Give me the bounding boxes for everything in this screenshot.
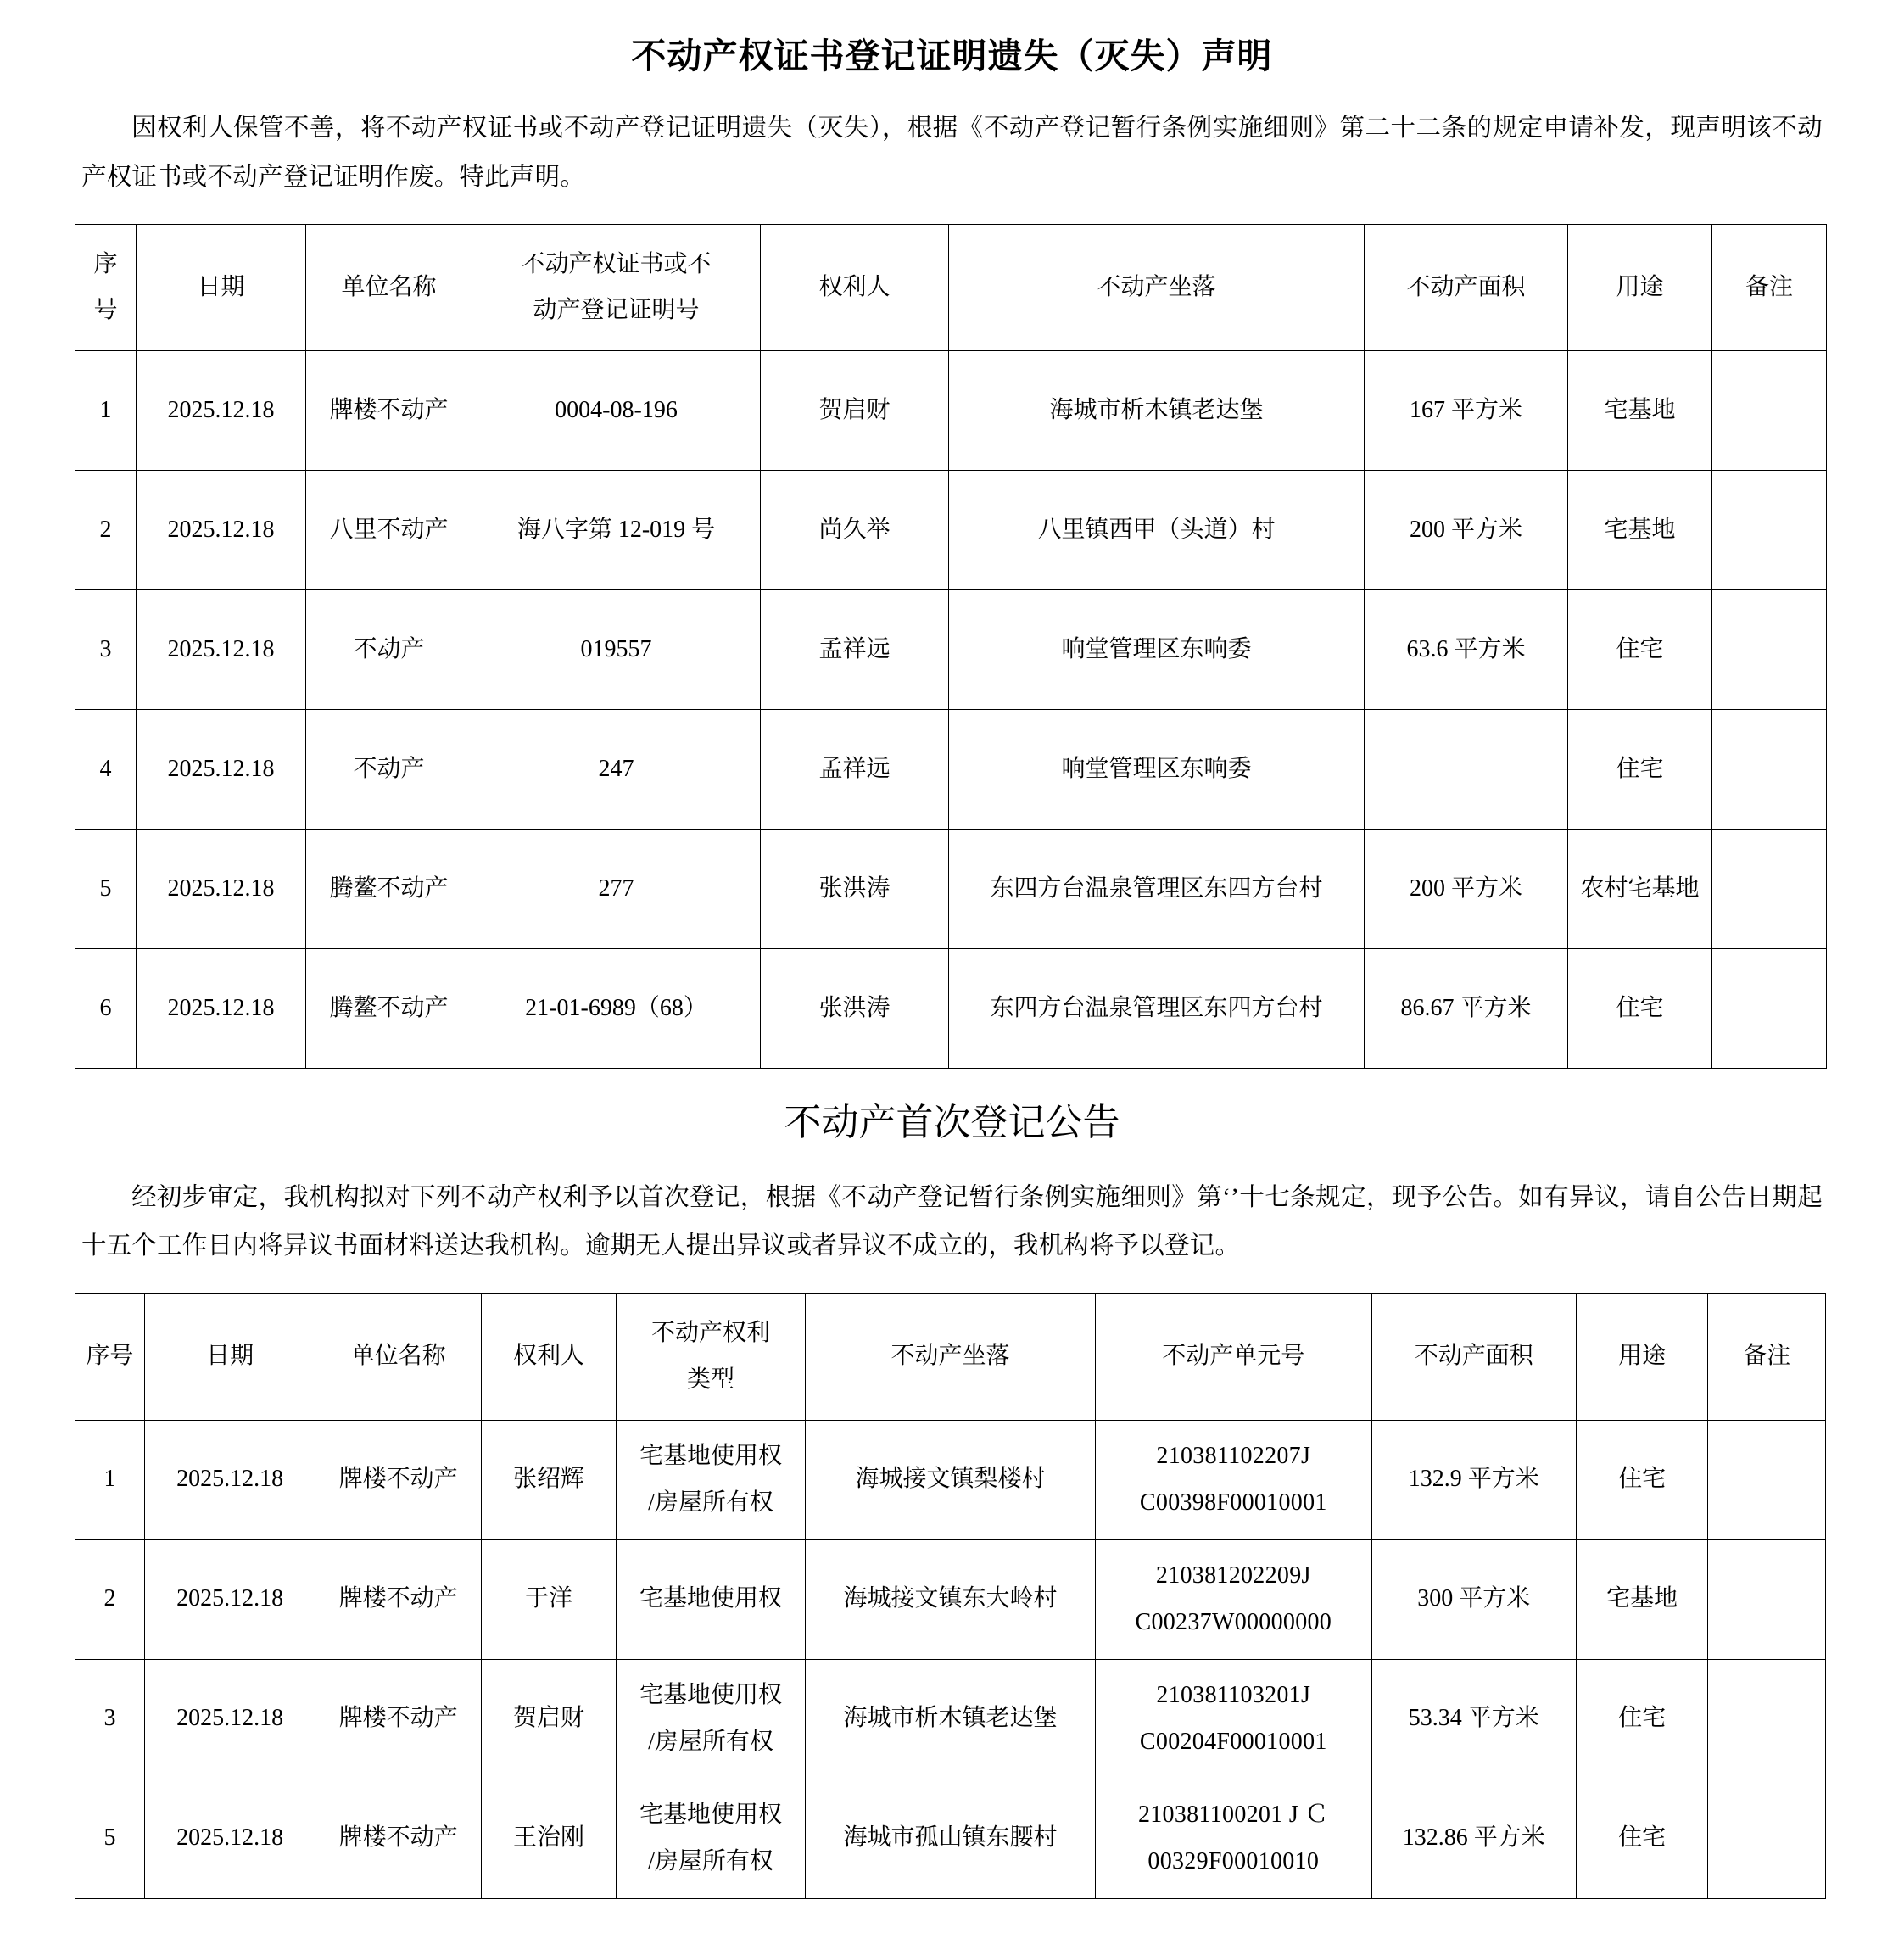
table-row <box>75 1420 1826 1539</box>
cell-area: 200 平方米 <box>1365 830 1568 949</box>
cell-date: 2025.12.18 <box>137 830 306 949</box>
cell-owner: 张洪涛 <box>761 949 949 1069</box>
cell-use: 宅基地 <box>1568 471 1712 590</box>
column-header-unit: 单位名称 <box>315 1293 481 1420</box>
cell-seq: 4 <box>75 710 137 830</box>
column-header-location: 不动产坐落 <box>949 225 1365 351</box>
cell-seq: 5 <box>75 1779 145 1898</box>
cell-area <box>1365 710 1568 830</box>
cell-location: 响堂管理区东响委 <box>949 590 1365 710</box>
cell-unit: 牌楼不动产 <box>315 1659 481 1779</box>
cell-remark <box>1712 949 1827 1069</box>
table-row <box>75 1779 1826 1898</box>
cell-unit: 牌楼不动产 <box>315 1420 481 1539</box>
cell-location: 响堂管理区东响委 <box>949 710 1365 830</box>
cell-right-type-line2: /房屋所有权 <box>648 1847 773 1874</box>
cell-date: 2025.12.18 <box>144 1659 315 1779</box>
cell-date: 2025.12.18 <box>137 949 306 1069</box>
cell-remark <box>1708 1659 1826 1779</box>
column-header-owner: 权利人 <box>481 1293 617 1420</box>
cell-unit-no-line2: C00398F00010001 <box>1139 1489 1327 1516</box>
column-header-right-type-line1: 不动产权利 <box>651 1320 771 1347</box>
cell-unit-no <box>1096 1420 1371 1539</box>
cell-unit-no-line1: 210381102207J <box>1156 1443 1311 1470</box>
first-registration-table <box>75 1293 1826 1899</box>
cell-date: 2025.12.18 <box>137 590 306 710</box>
cell-unit-no-line1: 210381103201J <box>1156 1682 1311 1709</box>
cell-owner: 尚久举 <box>761 471 949 590</box>
column-header-seq: 序号 <box>75 1293 145 1420</box>
cell-unit-no <box>1096 1539 1371 1659</box>
cell-unit: 牌楼不动产 <box>315 1779 481 1898</box>
cell-cert-no: 21-01-6989（68） <box>472 949 761 1069</box>
cell-right-type <box>617 1659 806 1779</box>
cell-date: 2025.12.18 <box>144 1779 315 1898</box>
cell-right-type <box>617 1779 806 1898</box>
cell-cert-no: 277 <box>472 830 761 949</box>
cell-use: 住宅 <box>1568 949 1712 1069</box>
cell-unit: 不动产 <box>306 710 472 830</box>
column-header-seq-line1: 序 <box>93 250 118 277</box>
cell-unit: 不动产 <box>306 590 472 710</box>
column-header-area: 不动产面积 <box>1365 225 1568 351</box>
cell-unit-no-line2: C00204F00010001 <box>1139 1728 1327 1755</box>
cell-area: 132.86 平方米 <box>1371 1779 1576 1898</box>
cell-unit: 八里不动产 <box>306 471 472 590</box>
cell-use: 农村宅基地 <box>1568 830 1712 949</box>
cell-right-type <box>617 1420 806 1539</box>
column-header-cert-no-line1: 不动产权证书或不 <box>521 250 712 277</box>
cell-remark <box>1708 1779 1826 1898</box>
column-header-date: 日期 <box>144 1293 315 1420</box>
cell-use: 住宅 <box>1576 1420 1707 1539</box>
cell-unit-no-line2: C00237W00000000 <box>1135 1608 1332 1635</box>
cell-seq: 1 <box>75 351 137 471</box>
cell-date: 2025.12.18 <box>137 351 306 471</box>
cell-location: 海城市析木镇老达堡 <box>949 351 1365 471</box>
cell-right-type-line1: 宅基地使用权 <box>639 1802 783 1829</box>
cell-area: 86.67 平方米 <box>1365 949 1568 1069</box>
table-row <box>75 590 1827 710</box>
cell-right-type-line2: /房屋所有权 <box>648 1489 773 1516</box>
table-header-row <box>75 1293 1826 1420</box>
cell-remark <box>1712 590 1827 710</box>
cell-location: 海城接文镇东大岭村 <box>805 1539 1095 1659</box>
cell-location: 海城市孤山镇东腰村 <box>805 1779 1095 1898</box>
cell-seq: 6 <box>75 949 137 1069</box>
column-header-cert-no-line2: 动产登记证明号 <box>533 297 700 324</box>
cell-seq: 5 <box>75 830 137 949</box>
announcement-paragraph: 经初步审定，我机构拟对下列不动产权利予以首次登记，根据《不动产登记暂行条例实施细则》第‘’十七条规定，现予公告。如有异议，请自公告日期起十五个工作日内将异议书面材料送达我机构。逾期无人提出异议或者异议不成立的，我机构将予以登记。 <box>81 1183 1823 1260</box>
cell-seq: 3 <box>75 590 137 710</box>
table-header-row <box>75 225 1827 351</box>
cell-area: 167 平方米 <box>1365 351 1568 471</box>
cell-location: 海城市析木镇老达堡 <box>805 1659 1095 1779</box>
cell-area: 200 平方米 <box>1365 471 1568 590</box>
page-title: 不动产权证书登记证明遗失（灭失）声明 <box>631 36 1273 75</box>
declaration-paragraph: 因权利人保管不善，将不动产权证书或不动产登记证明遗失（灭失），根据《不动产登记暂行条例实施细则》第二十二条的规定申请补发，现声明该不动产权证书或不动产登记证明作废。特此声明。 <box>81 115 1823 191</box>
cell-seq: 2 <box>75 1539 145 1659</box>
cell-use: 住宅 <box>1576 1659 1707 1779</box>
section-title-announcement: 不动产首次登记公告 <box>784 1102 1120 1144</box>
cell-remark <box>1712 471 1827 590</box>
column-header-remark: 备注 <box>1708 1293 1826 1420</box>
cell-unit-no <box>1096 1659 1371 1779</box>
cell-cert-no: 0004-08-196 <box>472 351 761 471</box>
cell-area: 300 平方米 <box>1371 1539 1576 1659</box>
cell-owner: 张绍辉 <box>481 1420 617 1539</box>
cell-location: 海城接文镇梨楼村 <box>805 1420 1095 1539</box>
column-header-owner: 权利人 <box>761 225 949 351</box>
cell-right-type <box>617 1539 806 1659</box>
cell-date: 2025.12.18 <box>144 1539 315 1659</box>
column-header-right-type-line2: 类型 <box>687 1366 735 1393</box>
cell-right-type-line1: 宅基地使用权 <box>639 1682 783 1709</box>
cell-cert-no: 海八字第 12-019 号 <box>472 471 761 590</box>
cell-seq: 1 <box>75 1420 145 1539</box>
column-header-location: 不动产坐落 <box>805 1293 1095 1420</box>
cell-date: 2025.12.18 <box>137 471 306 590</box>
table-row <box>75 1539 1826 1659</box>
cell-unit-no-line2: 00329F00010010 <box>1147 1847 1320 1874</box>
cell-owner: 孟祥远 <box>761 710 949 830</box>
cell-right-type-line1: 宅基地使用权 <box>639 1443 783 1470</box>
cell-owner: 贺启财 <box>761 351 949 471</box>
cell-date: 2025.12.18 <box>144 1420 315 1539</box>
table-row <box>75 351 1827 471</box>
cell-area: 63.6 平方米 <box>1365 590 1568 710</box>
cell-cert-no: 019557 <box>472 590 761 710</box>
cell-use: 宅基地 <box>1568 351 1712 471</box>
cell-unit-no-line1: 210381100201 J Ｃ <box>1137 1802 1329 1829</box>
table-row <box>75 949 1827 1069</box>
column-header-use: 用途 <box>1568 225 1712 351</box>
cell-owner: 于洋 <box>481 1539 617 1659</box>
lost-certificate-table <box>75 224 1827 1069</box>
cell-remark <box>1708 1420 1826 1539</box>
cell-area: 53.34 平方米 <box>1371 1659 1576 1779</box>
cell-unit: 牌楼不动产 <box>315 1539 481 1659</box>
cell-date: 2025.12.18 <box>137 710 306 830</box>
cell-seq: 3 <box>75 1659 145 1779</box>
table-row <box>75 471 1827 590</box>
column-header-remark: 备注 <box>1712 225 1827 351</box>
cell-unit: 腾鳌不动产 <box>306 949 472 1069</box>
table-row <box>75 710 1827 830</box>
cell-unit: 腾鳌不动产 <box>306 830 472 949</box>
cell-unit-no <box>1096 1779 1371 1898</box>
cell-owner: 孟祥远 <box>761 590 949 710</box>
cell-owner: 贺启财 <box>481 1659 617 1779</box>
column-header-cert-no <box>472 225 761 351</box>
cell-remark <box>1712 830 1827 949</box>
cell-owner: 王治刚 <box>481 1779 617 1898</box>
cell-use: 住宅 <box>1568 710 1712 830</box>
column-header-seq <box>75 225 137 351</box>
cell-unit: 牌楼不动产 <box>306 351 472 471</box>
column-header-date: 日期 <box>137 225 306 351</box>
cell-use: 宅基地 <box>1576 1539 1707 1659</box>
cell-cert-no: 247 <box>472 710 761 830</box>
cell-location: 东四方台温泉管理区东四方台村 <box>949 949 1365 1069</box>
column-header-unit-no: 不动产单元号 <box>1096 1293 1371 1420</box>
cell-remark <box>1712 351 1827 471</box>
column-header-seq-line2: 号 <box>93 297 118 324</box>
cell-remark <box>1712 710 1827 830</box>
column-header-area: 不动产面积 <box>1371 1293 1576 1420</box>
table-row <box>75 830 1827 949</box>
column-header-right-type <box>617 1293 806 1420</box>
cell-location: 八里镇西甲（头道）村 <box>949 471 1365 590</box>
cell-seq: 2 <box>75 471 137 590</box>
cell-use: 住宅 <box>1576 1779 1707 1898</box>
cell-location: 东四方台温泉管理区东四方台村 <box>949 830 1365 949</box>
cell-area: 132.9 平方米 <box>1371 1420 1576 1539</box>
cell-owner: 张洪涛 <box>761 830 949 949</box>
cell-right-type-line2: /房屋所有权 <box>648 1728 773 1755</box>
cell-unit-no-line1: 210381202209J <box>1155 1562 1311 1589</box>
column-header-use: 用途 <box>1576 1293 1707 1420</box>
cell-use: 住宅 <box>1568 590 1712 710</box>
column-header-unit: 单位名称 <box>306 225 472 351</box>
table-row <box>75 1659 1826 1779</box>
cell-remark <box>1708 1539 1826 1659</box>
cell-right-type-line1: 宅基地使用权 <box>639 1585 783 1612</box>
